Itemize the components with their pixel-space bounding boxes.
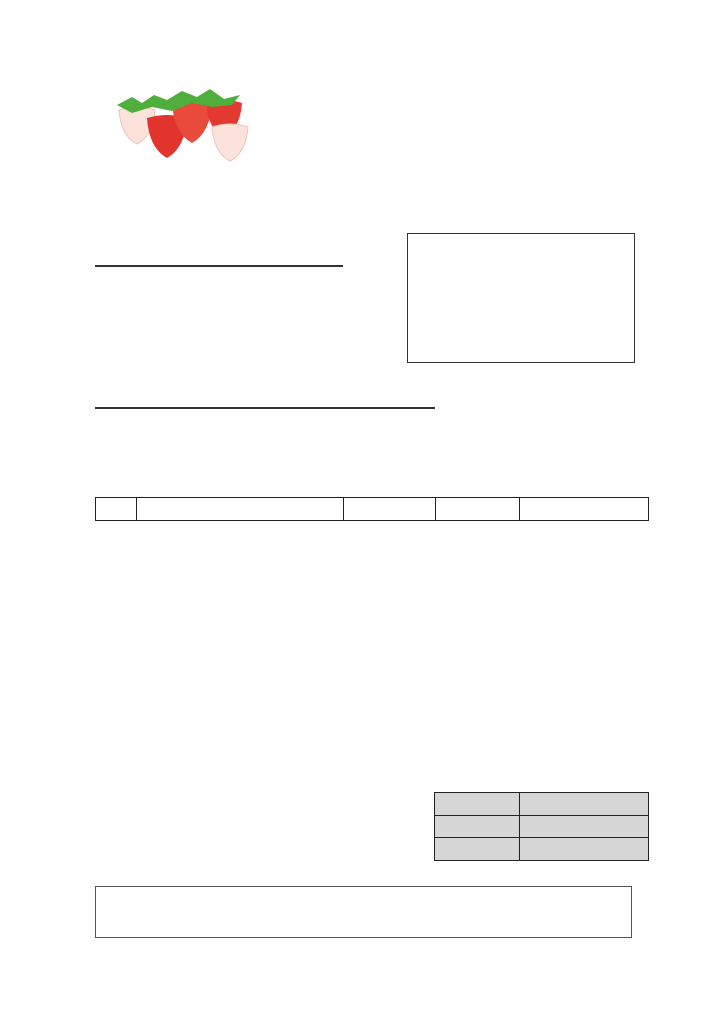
grand-total-label bbox=[435, 838, 520, 861]
items-table bbox=[95, 497, 649, 521]
tax-label bbox=[435, 815, 520, 838]
column-header-no bbox=[96, 498, 137, 521]
grand-total-row bbox=[435, 838, 649, 861]
column-header-quantity bbox=[344, 498, 436, 521]
subtotal-row bbox=[435, 793, 649, 816]
grand-total-value[interactable] bbox=[520, 838, 649, 861]
sender-box bbox=[407, 233, 635, 363]
column-header-unit-price bbox=[436, 498, 520, 521]
column-header-amount bbox=[520, 498, 649, 521]
recipient-line bbox=[95, 265, 343, 267]
subtotal-value[interactable] bbox=[520, 793, 649, 816]
totals-table bbox=[434, 792, 649, 861]
subtotal-label bbox=[435, 793, 520, 816]
column-header-item-name bbox=[137, 498, 344, 521]
tax-row bbox=[435, 815, 649, 838]
remarks-box[interactable] bbox=[95, 886, 632, 938]
table-header-row bbox=[96, 498, 649, 521]
amount-line bbox=[95, 407, 435, 409]
strawberry-cluster-icon bbox=[112, 85, 257, 170]
tax-value[interactable] bbox=[520, 815, 649, 838]
